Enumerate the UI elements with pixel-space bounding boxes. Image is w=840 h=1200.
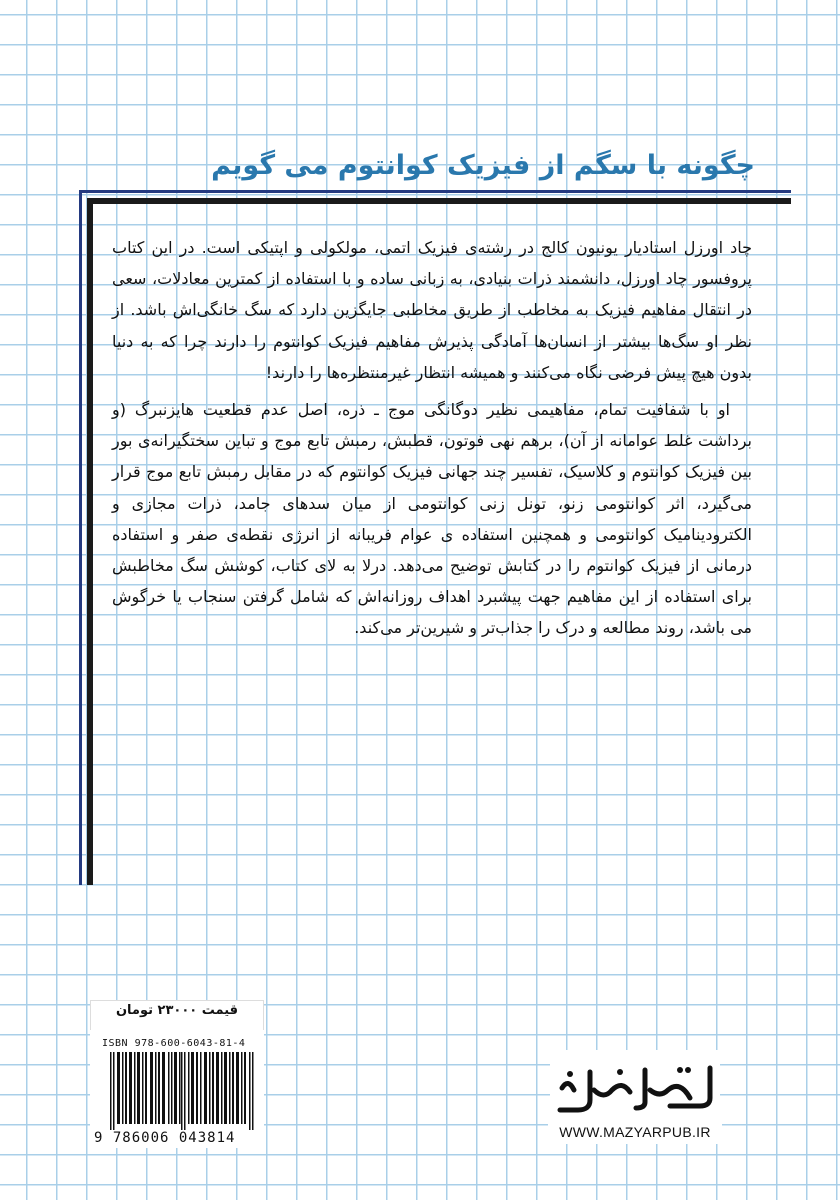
book-title: چگونه با سگم از فیزیک کوانتوم می گویم xyxy=(211,150,755,181)
frame-top-line xyxy=(79,190,791,193)
frame-top-shadow xyxy=(89,198,791,204)
publisher-url: WWW.MAZYARPUB.IR xyxy=(548,1120,722,1144)
barcode-icon xyxy=(110,1052,254,1130)
publisher-logo-icon xyxy=(550,1050,720,1120)
price-label: قیمت ۲۳۰۰۰ تومان xyxy=(90,1000,264,1034)
blurb-text xyxy=(112,232,752,650)
frame-left-line xyxy=(79,190,82,885)
frame-left-shadow xyxy=(87,198,93,885)
barcode-block xyxy=(90,1030,264,1148)
publisher-logo xyxy=(550,1050,720,1120)
barcode-number: 9 786006 043814 xyxy=(94,1130,236,1146)
blurb-paragraph-1: چاد اورزل استادیار یونیون کالج در رشته‌ی فیزیک اتمی، مولکولی و اپتیکی است. در این کتاب پروفسور چاد اورزل، دانشمند ذرات بنیادی، به زبانی ساده و با استفاده از کمترین معادلات، سعی در انتقال مفاهیم فیزیک به مخاطب از طریق مخاطبی جایگزین دارد که سگ خانگی‌اش باشد. از نظر او سگ‌ها بیشتر از انسان‌ها آمادگی پذیرش مفاهیم فیزیک کوانتوم را دارند چرا که به دنیا بدون هیچ پیش فرضی نگاه می‌کنند و همیشه انتظار غیرمنتظره‌ها را دارند! xyxy=(112,238,752,382)
isbn-text: ISBN 978-600-6043-81-4 xyxy=(102,1038,246,1049)
blurb-paragraph-2: او با شفافیت تمام، مفاهیمی نظیر دوگانگی موج ـ ذره، اصل عدم قطعیت هایزنبرگ (و برداشت غلط عوامانه از آن)، برهم نهی فوتون، قطبش، رمبش تابع موج و تباین سختگیرانه‌ی بور بین فیزیک کوانتوم و کلاسیک، تفسیر چند جهانی فیزیک کوانتوم که در مقابل رمبش تابع موج قرار می‌گیرد، اثر کوانتومی زنو، تونل زنی کوانتومی از میان سدهای جامد، ذرات مجازی و الکترودینامیک کوانتومی و همچنین استفاده ی عوام فریبانه از انرژی نقطه‌ی صفر و استفاده درمانی از فیزیک کوانتوم را در کتابش توضیح می‌دهد. درلا به لای کتاب، کوشش سگ مخاطبش برای استفاده از این مفاهیم جهت پیشبرد اهداف روزانه‌اش که شامل گرفتن سنجاب یا خرگوش می باشد، روند مطالعه و درک را جذاب‌تر و شیرین‌تر می‌کند. xyxy=(112,400,752,638)
